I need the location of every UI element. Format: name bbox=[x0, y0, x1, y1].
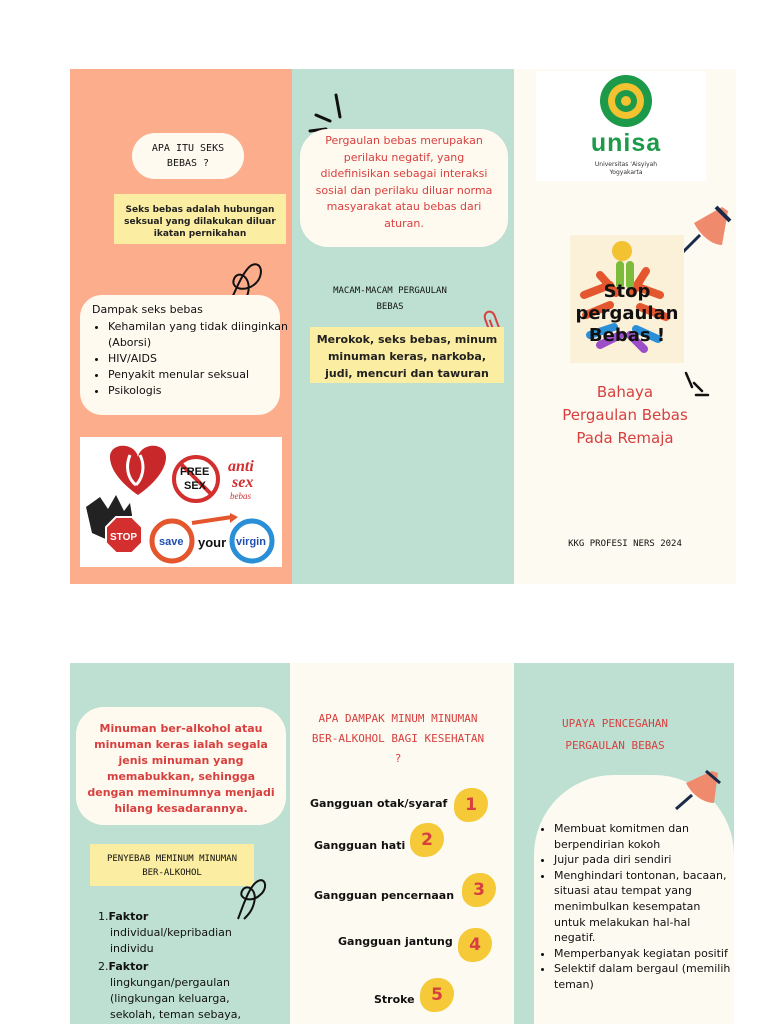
prevention-item: • Menghindari tontonan, bacaan, situasi atau tempat yang menimbulkan kesempatan untuk melakukan hal-hal negatif. bbox=[554, 868, 734, 946]
cause-num-2: 2. bbox=[98, 960, 109, 973]
prevention-item: • Selektif dalam bergaul (memilih teman) bbox=[554, 961, 734, 992]
image-word-anti: anti bbox=[228, 458, 254, 475]
prevention-item: • Membuat komitmen dan berpendirian kokoh bbox=[554, 821, 734, 852]
definition-note bbox=[114, 194, 286, 244]
pushpin-icon bbox=[678, 205, 732, 257]
brochure-title-1: Bahaya bbox=[596, 383, 654, 401]
image-word-free: FREE bbox=[180, 466, 210, 478]
impact-number-2: 2 bbox=[410, 823, 444, 857]
image-word-bebas: bebas bbox=[230, 491, 251, 501]
impact-number-5: 5 bbox=[420, 978, 454, 1012]
image-word-sex2: sex bbox=[232, 474, 254, 491]
university-seal-icon bbox=[598, 73, 654, 129]
brochure-title-2: Pergaulan Bebas bbox=[562, 406, 688, 424]
impact-list bbox=[90, 319, 288, 399]
cause-item-1 bbox=[98, 909, 248, 957]
impact-number-4: 4 bbox=[458, 928, 492, 962]
image-word-save: save bbox=[159, 536, 184, 548]
impact-label-2: Gangguan hati bbox=[314, 839, 406, 852]
anti-free-sex-image bbox=[80, 437, 282, 567]
types-title: MACAM-MACAM PERGAULAN BEBAS bbox=[333, 286, 447, 312]
prevention-list bbox=[536, 821, 734, 993]
bottom-left-panel bbox=[70, 663, 290, 1024]
definition-text: Pergaulan bebas merupakan perilaku negatif, yang didefinisikan sebagai interaksi sosial dan perilaku diluar norma masyarakat atau bebas dari aturan. bbox=[315, 134, 493, 230]
top-middle-panel bbox=[292, 69, 514, 584]
cause-rest-2: lingkungan/pergaulan (lingkungan keluarga, sekolah, teman sebaya, bbox=[110, 976, 241, 1021]
cause-label-2: Faktor bbox=[108, 960, 149, 973]
impact-label-3: Gangguan pencernaan bbox=[314, 889, 455, 902]
bottom-middle-panel bbox=[290, 663, 514, 1024]
image-word-sex: SEX bbox=[184, 480, 207, 492]
top-right-panel bbox=[514, 69, 736, 584]
cause-item-2 bbox=[98, 959, 248, 1023]
logo-subtitle-1: Universitas 'Aisyiyah bbox=[594, 161, 658, 168]
impact-item: • Psikologis bbox=[108, 383, 288, 399]
image-word-virgin: virgin bbox=[236, 536, 266, 548]
cause-label-1: Faktor bbox=[108, 910, 149, 923]
impact-bubble bbox=[80, 295, 288, 415]
alcohol-impact-title: APA DAMPAK MINUM MINUMAN BER-ALKOHOL BAGI KESEHATAN ? bbox=[311, 712, 485, 765]
cause-num-1: 1. bbox=[98, 910, 109, 923]
impact-number-3: 3 bbox=[462, 873, 496, 907]
alcohol-definition-bubble bbox=[76, 707, 286, 825]
brochure-title-3: Pada Remaja bbox=[576, 429, 674, 447]
bottom-right-panel bbox=[514, 663, 734, 1024]
prevention-item: • Jujur pada diri sendiri bbox=[554, 852, 734, 868]
pushpin-icon-2 bbox=[672, 769, 722, 813]
alcohol-definition-text: Minuman ber-alkohol atau minuman keras ialah segala jenis minuman yang memabukkan, sehingga dengan meminumnya menjadi hilang kesadarannya. bbox=[87, 722, 275, 815]
types-text: Merokok, seks bebas, minum minuman keras, narkoba, judi, mencuri dan tawuran bbox=[316, 333, 498, 380]
cause-rest-1: individual/kepribadian individu bbox=[110, 926, 232, 955]
impact-number-1: 1 bbox=[454, 788, 488, 822]
footer-credit: KKG PROFESI NERS 2024 bbox=[568, 539, 682, 549]
impact-label-1: Gangguan otak/syaraf bbox=[310, 797, 448, 810]
top-left-panel bbox=[70, 69, 292, 584]
prevention-title: UPAYA PENCEGAHAN PERGAULAN BEBAS bbox=[562, 717, 668, 752]
causes-title: PENYEBAB MEMINUM MINUMAN BER-ALKOHOL bbox=[106, 854, 238, 878]
impact-label-4: Gangguan jantung bbox=[338, 935, 453, 948]
impact-item: • HIV/AIDS bbox=[108, 351, 288, 367]
stop-pergaulan-image bbox=[570, 235, 684, 363]
causes-title-note bbox=[90, 844, 254, 886]
prevention-item: • Memperbanyak kegiatan positif bbox=[554, 946, 734, 962]
question-bubble bbox=[132, 133, 244, 179]
types-note bbox=[310, 327, 504, 383]
unisa-logo bbox=[536, 71, 706, 181]
impact-item: • Penyakit menular seksual bbox=[108, 367, 288, 383]
stop-line-2: pergaulan bbox=[575, 303, 679, 324]
definition-text: Seks bebas adalah hubungan seksual yang dilakukan diluar ikatan pernikahan bbox=[124, 205, 276, 239]
impact-item: • Kehamilan yang tidak diinginkan (Aborsi) bbox=[108, 319, 288, 351]
logo-subtitle-2: Yogyakarta bbox=[609, 169, 643, 176]
question-text: APA ITU SEKS BEBAS ? bbox=[151, 143, 225, 169]
stop-line-1: Stop bbox=[603, 281, 651, 302]
impact-title: Dampak seks bebas bbox=[92, 303, 203, 316]
image-word-your: your bbox=[198, 535, 227, 550]
stop-line-3: Bebas ! bbox=[588, 325, 666, 346]
image-word-stop: STOP bbox=[110, 532, 138, 543]
logo-wordmark: unisa bbox=[590, 129, 662, 157]
definition-bubble bbox=[300, 129, 508, 247]
impact-label-5: Stroke bbox=[374, 993, 415, 1006]
